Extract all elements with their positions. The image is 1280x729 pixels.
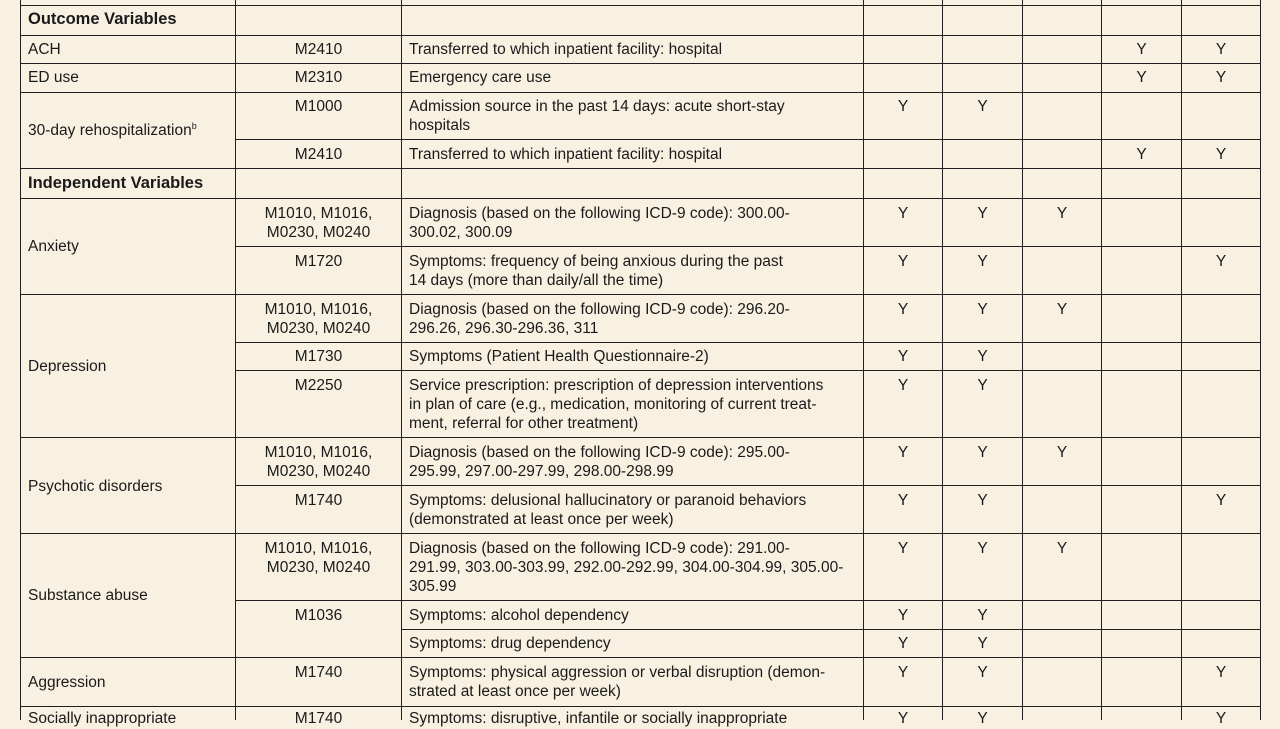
flag-y: Y — [897, 710, 909, 727]
flag-y: Y — [1215, 146, 1227, 163]
flag-y: Y — [977, 444, 988, 461]
flag-y: Y — [897, 635, 909, 652]
flag-y: Y — [1215, 664, 1227, 681]
variable-label: Psychotic disorders — [28, 478, 163, 495]
description: 295.99, 297.00-297.99, 298.00-298.99 — [409, 463, 674, 480]
grid-line — [235, 139, 1261, 140]
variable-label: Anxiety — [28, 238, 79, 255]
grid-line — [1101, 0, 1102, 720]
description: in plan of care (e.g., medication, monitoring of current treat- — [409, 396, 817, 413]
grid-line — [1022, 0, 1023, 720]
item-code: M1036 — [294, 607, 343, 624]
flag-y: Y — [897, 377, 909, 394]
item-code: M1720 — [294, 253, 343, 270]
flag-y: Y — [1215, 69, 1227, 86]
grid-line — [235, 600, 1261, 601]
flag-y: Y — [977, 348, 988, 365]
section-header-independent: Independent Variables — [28, 174, 204, 192]
grid-line — [20, 294, 1261, 295]
grid-line — [235, 370, 1261, 371]
grid-line — [20, 5, 1261, 6]
flag-y: Y — [1056, 540, 1068, 557]
flag-y: Y — [897, 444, 909, 461]
description: Service prescription: prescription of depression interventions — [409, 377, 824, 394]
flag-y: Y — [1056, 301, 1068, 318]
grid-line — [1260, 0, 1261, 720]
item-code: M2310 — [294, 69, 343, 86]
grid-line — [20, 706, 1261, 707]
description: Emergency care use — [409, 69, 552, 86]
flag-y: Y — [1215, 41, 1227, 58]
item-code: M1740 — [294, 492, 343, 509]
flag-y: Y — [977, 253, 988, 270]
flag-y: Y — [1136, 69, 1147, 86]
grid-line — [235, 342, 1261, 343]
item-code: M1740 — [294, 664, 343, 681]
item-code: M0230, M0240 — [266, 224, 371, 241]
description: Symptoms (Patient Health Questionnaire-2) — [409, 348, 709, 365]
item-code: M0230, M0240 — [266, 559, 371, 576]
description: hospitals — [409, 117, 471, 134]
flag-y: Y — [977, 635, 988, 652]
variable-label: ED use — [28, 69, 79, 86]
flag-y: Y — [977, 377, 988, 394]
item-code: M1010, M1016, — [264, 205, 373, 222]
flag-y: Y — [1056, 205, 1068, 222]
item-code: M2410 — [294, 41, 343, 58]
flag-y: Y — [977, 98, 988, 115]
item-code: M2410 — [294, 146, 343, 163]
grid-line — [1181, 0, 1182, 720]
grid-line — [20, 198, 1261, 199]
grid-line — [20, 437, 1261, 438]
item-code: M1010, M1016, — [264, 301, 373, 318]
grid-line — [20, 533, 1261, 534]
description: strated at least once per week) — [409, 683, 621, 700]
grid-line — [20, 92, 1261, 93]
item-code: M0230, M0240 — [266, 320, 371, 337]
flag-y: Y — [977, 710, 988, 727]
grid-line — [20, 35, 1261, 36]
description: 14 days (more than daily/all the time) — [409, 272, 664, 289]
grid-line — [401, 629, 1261, 630]
flag-y: Y — [977, 492, 988, 509]
flag-y: Y — [897, 348, 909, 365]
description: Diagnosis (based on the following ICD-9 code): 300.00- — [409, 205, 790, 222]
flag-y: Y — [977, 607, 988, 624]
flag-y: Y — [1056, 444, 1068, 461]
flag-y: Y — [897, 540, 909, 557]
grid-line — [20, 657, 1261, 658]
description: Diagnosis (based on the following ICD-9 code): 291.00- — [409, 540, 790, 557]
description: Symptoms: disruptive, infantile or socially inappropriate — [409, 710, 788, 727]
description: Symptoms: frequency of being anxious during the past — [409, 253, 783, 270]
section-header-outcome: Outcome Variables — [28, 10, 177, 28]
flag-y: Y — [1215, 492, 1227, 509]
variable-label: Substance abuse — [28, 587, 148, 604]
item-code: M1730 — [294, 348, 343, 365]
grid-line — [20, 168, 1261, 169]
description: Diagnosis (based on the following ICD-9 code): 295.00- — [409, 444, 790, 461]
flag-y: Y — [897, 253, 909, 270]
description: Symptoms: delusional hallucinatory or paranoid behaviors — [409, 492, 807, 509]
grid-line — [235, 246, 1261, 247]
description: Symptoms: drug dependency — [409, 635, 611, 652]
flag-y: Y — [1136, 41, 1147, 58]
grid-line — [20, 0, 21, 720]
description: Admission source in the past 14 days: acute short-stay — [409, 98, 785, 115]
description: Diagnosis (based on the following ICD-9 code): 296.20- — [409, 301, 790, 318]
flag-y: Y — [897, 664, 909, 681]
variable-label: Socially inappropriate — [28, 710, 177, 727]
flag-y: Y — [977, 664, 988, 681]
description: Symptoms: physical aggression or verbal disruption (demon- — [409, 664, 826, 681]
variable-label: 30-day rehospitalization$^b$ — [28, 120, 197, 139]
flag-y: Y — [897, 492, 909, 509]
grid-line — [235, 485, 1261, 486]
description: 300.02, 300.09 — [409, 224, 513, 241]
description: Transferred to which inpatient facility: hospital — [409, 146, 723, 163]
description: 296.26, 296.30-296.36, 311 — [409, 320, 599, 337]
description: Transferred to which inpatient facility: hospital — [409, 41, 723, 58]
description: (demonstrated at least once per week) — [409, 511, 674, 528]
description: ment, referral for other treatment) — [409, 415, 639, 432]
item-code: M2250 — [294, 377, 343, 394]
flag-y: Y — [1215, 710, 1227, 727]
description: Symptoms: alcohol dependency — [409, 607, 629, 624]
grid-line — [401, 0, 402, 720]
variable-label: Aggression — [28, 674, 106, 691]
variable-label: ACH — [28, 41, 61, 58]
flag-y: Y — [897, 301, 909, 318]
grid-line — [20, 63, 1261, 64]
variable-label: Depression — [28, 358, 107, 375]
flag-y: Y — [1215, 253, 1227, 270]
flag-y: Y — [897, 98, 909, 115]
description: 305.99 — [409, 578, 457, 595]
flag-y: Y — [977, 205, 988, 222]
description: 291.99, 303.00-303.99, 292.00-292.99, 304.00-304.99, 305.00- — [409, 559, 844, 576]
item-code: M0230, M0240 — [266, 463, 371, 480]
flag-y: Y — [1136, 146, 1147, 163]
flag-y: Y — [977, 540, 988, 557]
item-code: M1010, M1016, — [264, 444, 373, 461]
flag-y: Y — [897, 205, 909, 222]
item-code: M1000 — [294, 98, 343, 115]
item-code: M1740 — [294, 710, 343, 727]
item-code: M1010, M1016, — [264, 540, 373, 557]
flag-y: Y — [977, 301, 988, 318]
flag-y: Y — [897, 607, 909, 624]
